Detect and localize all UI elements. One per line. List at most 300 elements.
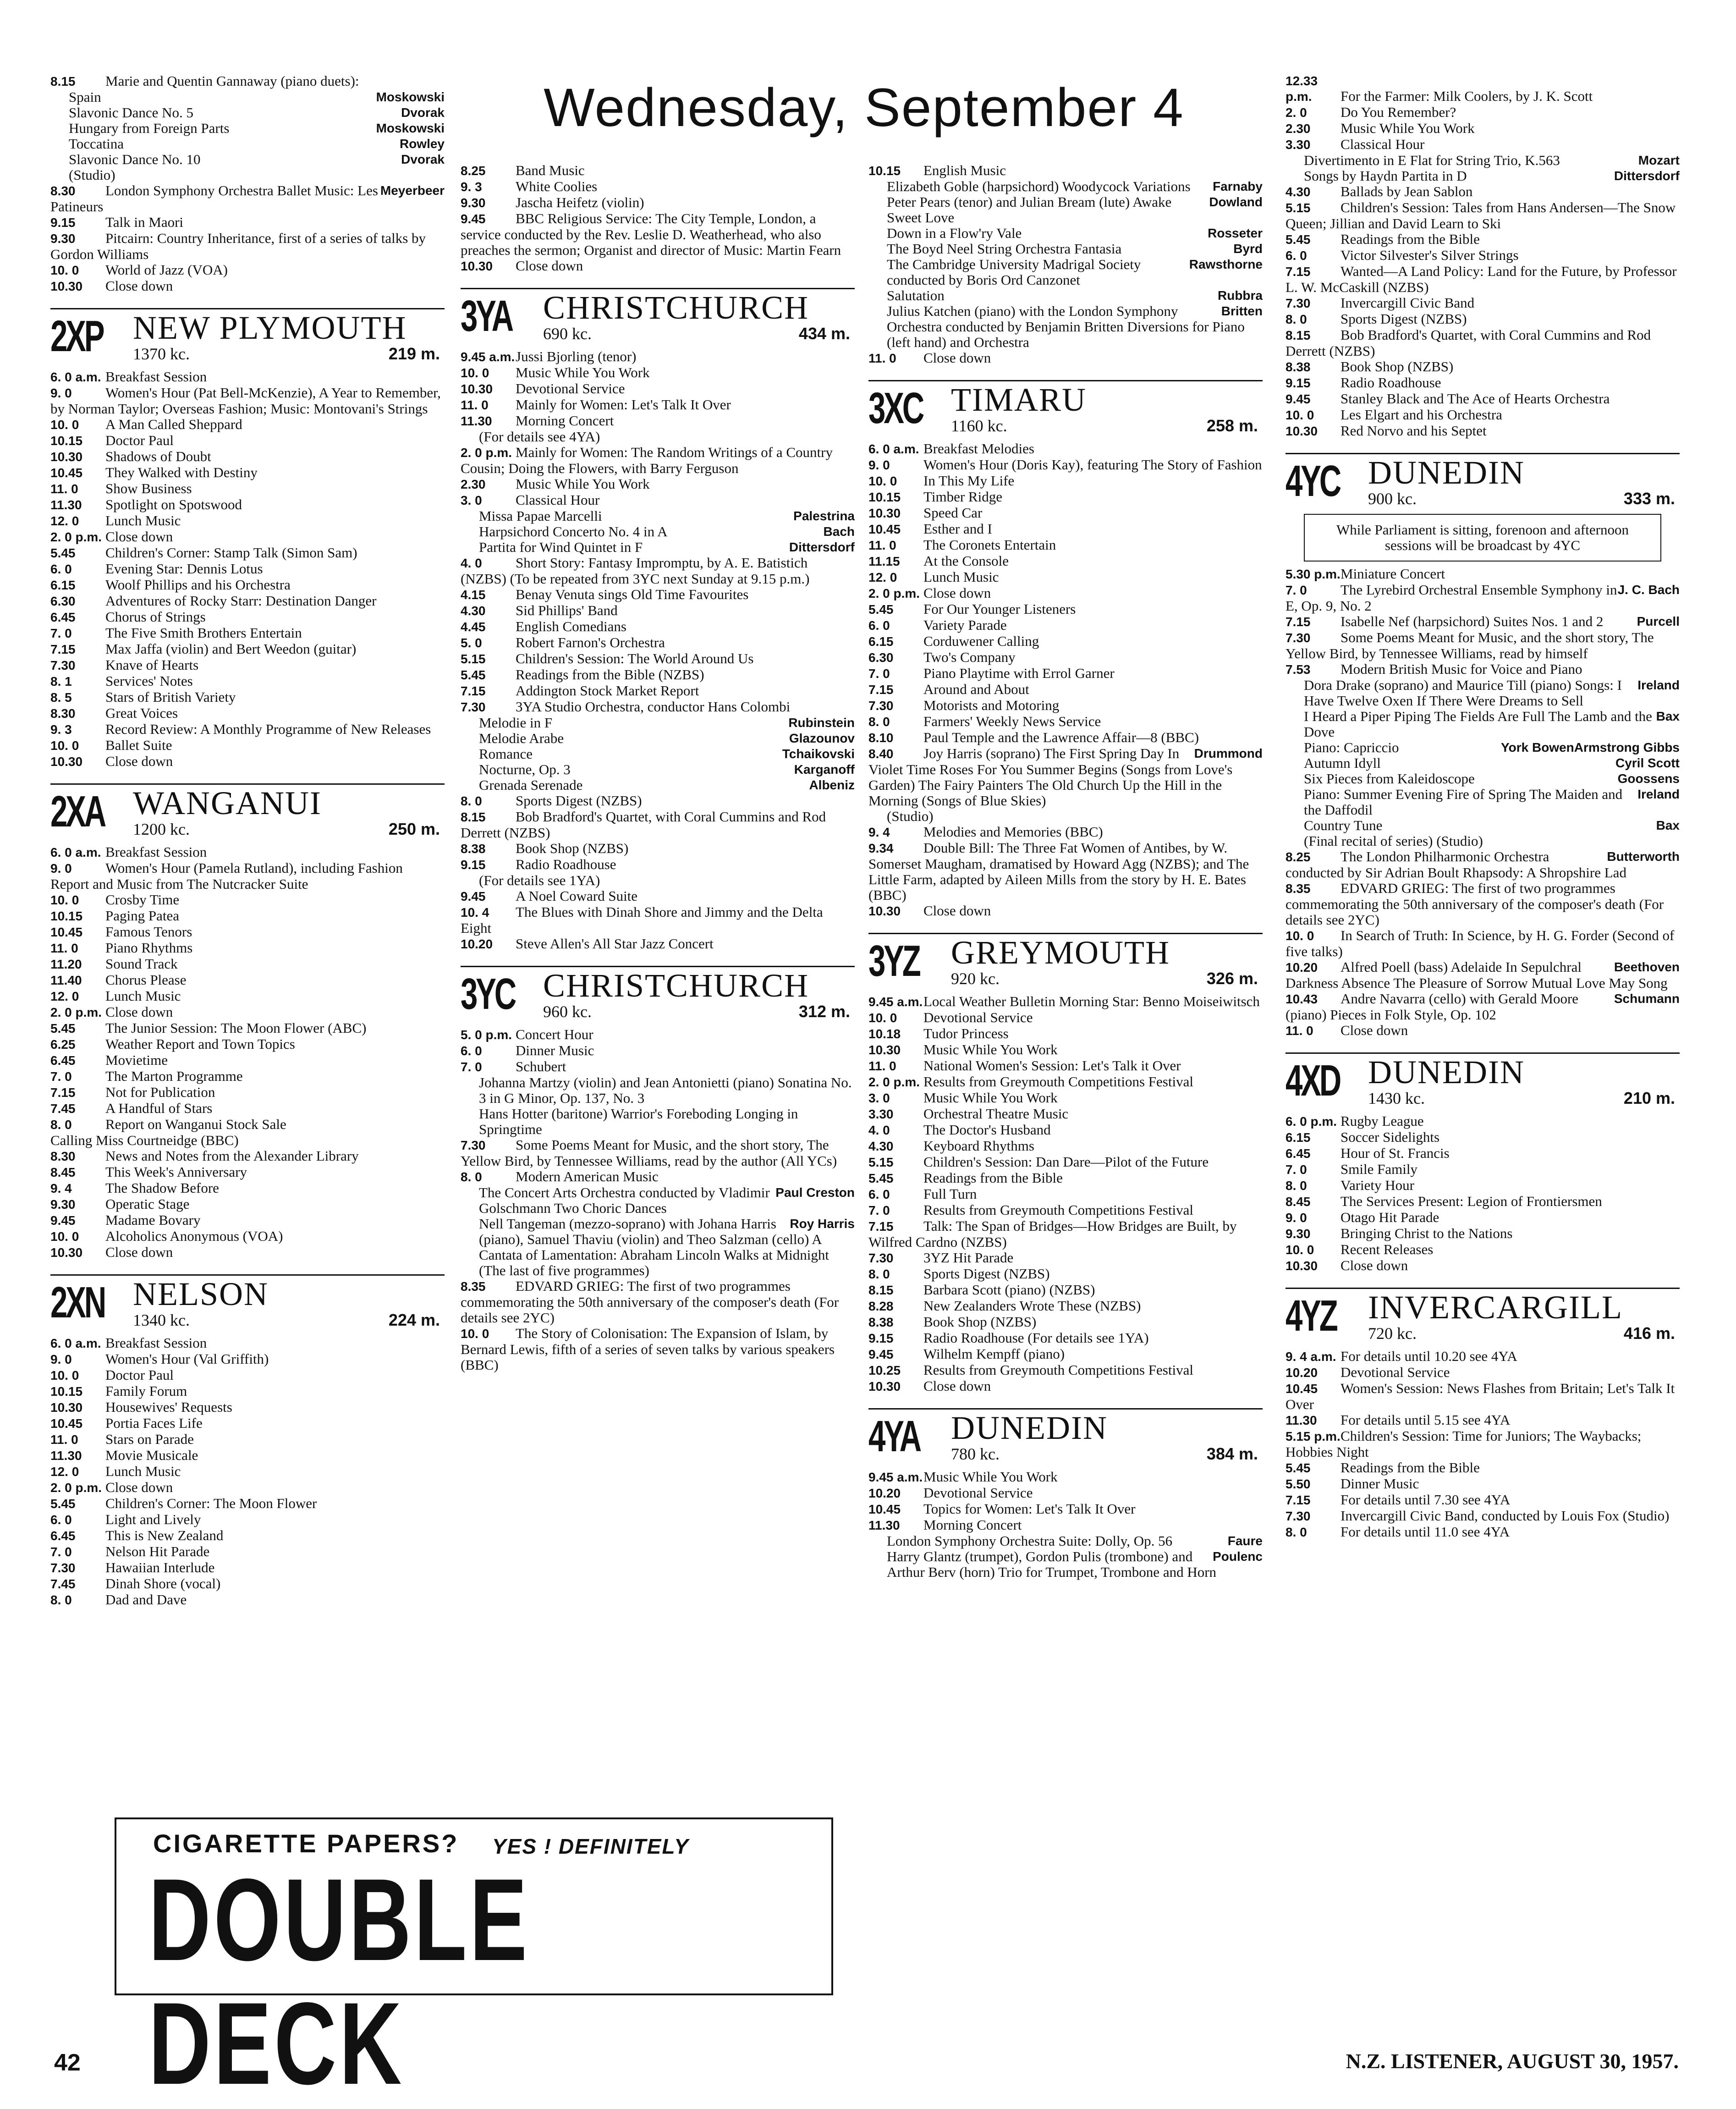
station-frequency: 1200 kc. [133, 820, 190, 838]
programme-item [461, 746, 855, 762]
programme-time: 9.45 a.m. [461, 350, 515, 364]
programme-time: 6.45 [50, 1529, 76, 1543]
programme-item [1286, 1162, 1680, 1178]
programme-time: 10. 0 [1286, 1243, 1314, 1257]
programme-title: Full Turn [923, 1186, 977, 1202]
programme-title: In Search of Truth: In Science, by H. G. Forder (Second of five talks) [1286, 927, 1675, 959]
programme-item [1286, 1508, 1680, 1524]
programme-time: 8. 0 [50, 1118, 72, 1132]
programme-item [461, 1027, 855, 1043]
programme-time: 9. 3 [461, 180, 482, 194]
programme-time: 8.40 [868, 747, 894, 761]
programme-item [461, 349, 855, 365]
programme-title: Paul Temple and the Lawrence Affair—8 (BBC) [923, 729, 1199, 745]
programme-title: (Studio) [887, 808, 934, 824]
programme-time: 6. 0 [50, 562, 72, 576]
programme-time: 9. 4 [50, 1181, 72, 1195]
composer: Bach [823, 524, 855, 539]
programme-item [50, 231, 445, 262]
programme-title: Close down [1340, 1257, 1408, 1273]
programme-title: Children's Corner: The Moon Flower [105, 1495, 317, 1511]
station-call-sign: 4XD [1286, 1056, 1340, 1105]
station-call-sign: 4YC [1286, 457, 1340, 506]
programme-time: 5. 0 [461, 636, 482, 650]
programme-time: 7. 0 [50, 1069, 72, 1084]
programme-time: 8.15 [868, 1283, 894, 1297]
programme-item [50, 497, 445, 513]
programme-item [461, 1263, 855, 1278]
programme-title: Classical Hour [516, 492, 600, 508]
station-frequency: 690 kc. [543, 325, 592, 343]
programme-title: Close down [105, 278, 173, 294]
programme-time: 8.38 [1286, 360, 1311, 374]
programme-title: Esther and I [923, 521, 992, 537]
programme-time: 2. 0 p.m. [50, 1481, 102, 1495]
programme-time: 5.45 [868, 602, 894, 617]
programme-title: (The last of five programmes) [479, 1262, 649, 1278]
programme-time: 6. 0 p.m. [1286, 1114, 1337, 1129]
programme-item [868, 1517, 1263, 1533]
programme-time: 10.45 [868, 1502, 901, 1516]
programme-item [1286, 1226, 1680, 1242]
programme-title: The London Philharmonic Orchestra conducted by Sir Adrian Boult Rhapsody: A Shropshire Lad [1286, 848, 1626, 881]
programme-title: Lunch Music [105, 512, 181, 529]
programme-item [868, 1549, 1263, 1580]
ad-brand: DOUBLE DECK [148, 1855, 530, 2109]
programme-item [461, 1137, 855, 1169]
programme-time: 8.30 [50, 1149, 76, 1163]
programme-time: 10.30 [50, 279, 83, 293]
programme-item [50, 215, 445, 231]
station-call-sign: 4YA [868, 1412, 920, 1461]
programme-time: 10.20 [1286, 1366, 1318, 1380]
programme-title: Morning Concert [516, 413, 614, 429]
programme-time: 12. 0 [868, 570, 897, 584]
programme-item [461, 809, 855, 841]
programme-title: Dinner Music [516, 1042, 594, 1058]
programme-item [50, 465, 445, 481]
programme-time: 9.30 [461, 196, 486, 210]
programme-item [1286, 582, 1680, 614]
programme-item [50, 1415, 445, 1432]
programme-item [1286, 375, 1680, 391]
programme-item [461, 163, 855, 179]
programme-title: Madame Bovary [105, 1212, 201, 1228]
programme-item [461, 603, 855, 619]
programme-item [50, 1335, 445, 1351]
programme-title: Devotional Service [923, 1009, 1033, 1025]
programme-title: Nocturne, Op. 3 [479, 761, 571, 777]
programme-item [1286, 311, 1680, 327]
programme-time: 10. 0 [1286, 929, 1314, 943]
programme-item [868, 163, 1263, 179]
programme-item [461, 793, 855, 809]
programme-item [868, 288, 1263, 303]
programme-title: Six Pieces from Kaleidoscope [1304, 771, 1475, 787]
programme-item [868, 1186, 1263, 1202]
programme-title: Knave of Hearts [105, 657, 199, 673]
programme-title: Breakfast Session [105, 1335, 207, 1351]
programme-title: Down in a Flow'ry Vale [887, 225, 1022, 241]
programme-item [1286, 359, 1680, 375]
programme-title: Divertimento in E Flat for String Trio, K.563 [1304, 152, 1560, 168]
programme-time: 10.45 [50, 466, 83, 480]
station-city: GREYMOUTH [951, 934, 1170, 971]
programme-title: Music While You Work [516, 364, 650, 380]
composer: J. C. Bach [1617, 583, 1680, 597]
programme-title: Barbara Scott (piano) (NZBS) [923, 1282, 1095, 1298]
composer: Rubinstein [788, 716, 855, 730]
programme-item [461, 397, 855, 413]
station-wavelength: 384 m. [1206, 1444, 1258, 1463]
programme-item [50, 1383, 445, 1399]
station-frequency: 780 kc. [951, 1445, 1000, 1463]
programme-time: 10. 0 [50, 418, 79, 432]
programme-title: The Concert Arts Orchestra conducted by Vladimir Golschmann Two Choric Dances [479, 1184, 770, 1216]
programme-title: Otago Hit Parade [1340, 1209, 1439, 1225]
programme-title: Hans Hotter (baritone) Warrior's Foreboding Longing in Springtime [479, 1106, 798, 1137]
station-frequency: 1340 kc. [133, 1311, 190, 1329]
programme-time: 9.30 [50, 1197, 76, 1211]
programme-item [1286, 991, 1680, 1023]
programme-item [50, 545, 445, 561]
programme-title: Dora Drake (soprano) and Maurice Till (piano) Songs: I Have Twelve Oxen If There Were Dreams to Sell [1304, 677, 1622, 709]
programme-time: 11.20 [50, 957, 82, 971]
programme-title: Julius Katchen (piano) with the London Symphony Orchestra conducted by Benjamin Britten Diversions for Piano (left hand) and Orchestra [887, 303, 1245, 350]
programme-item [868, 994, 1263, 1010]
programme-title: Grenada Serenade [479, 777, 583, 793]
programme-title: Piano: Capriccio [1304, 739, 1399, 755]
programme-title: Crosby Time [105, 892, 180, 908]
composer: Tchaikovski [782, 747, 855, 761]
programme-title: Toccatina [69, 136, 124, 152]
programme-time: 8. 0 [461, 794, 482, 808]
programme-item [50, 1480, 445, 1496]
programme-item [461, 508, 855, 524]
programme-item [868, 1330, 1263, 1346]
programme-item [50, 577, 445, 593]
programme-time: 10.30 [461, 259, 493, 273]
programme-title: Romance [479, 746, 533, 762]
programme-title: Radio Roadhouse [516, 856, 616, 872]
programme-item [50, 988, 445, 1004]
programme-title: Movie Musicale [105, 1447, 198, 1463]
programme-time: 4.15 [461, 588, 486, 602]
programme-time: 7. 0 [461, 1060, 482, 1074]
programme-title: Sports Digest (NZBS) [1340, 311, 1467, 327]
programme-title: Addington Stock Market Report [516, 683, 699, 699]
programme-time: 7. 0 [50, 1545, 72, 1559]
column-3 [868, 163, 1263, 1580]
programme-title: 3YA Studio Orchestra, conductor Hans Colombi [516, 699, 791, 715]
composer: Dittersdorf [1614, 169, 1680, 183]
composer: Cyril Scott [1615, 756, 1680, 770]
programme-item [1286, 1428, 1680, 1460]
programme-item [868, 903, 1263, 919]
programme-item [50, 1148, 445, 1164]
programme-title: Close down [923, 350, 991, 366]
programme-item [50, 1496, 445, 1512]
programme-item [461, 731, 855, 746]
composer: Bax [1656, 818, 1680, 832]
programme-title: Alcoholics Anonymous (VOA) [105, 1228, 283, 1244]
programme-time: 11. 0 [461, 398, 489, 412]
programme-item [50, 183, 445, 215]
composer: Armstrong Gibbs [1574, 740, 1680, 754]
programme-item [868, 1469, 1263, 1485]
programme-item [1286, 105, 1680, 121]
programme-time: 7.15 [461, 684, 486, 698]
programme-item [1286, 959, 1680, 991]
programme-item [1286, 818, 1680, 833]
page-headline: Wednesday, September 4 [544, 77, 1184, 138]
station-header [50, 1274, 445, 1331]
programme-item [868, 617, 1263, 633]
station-wavelength: 416 m. [1623, 1324, 1675, 1343]
programme-title: Women's Hour (Pat Bell-McKenzie), A Year to Remember, by Norman Taylor; Overseas Fashion; Music: Montovani's Strings [50, 385, 441, 417]
programme-time: 10. 0 [50, 893, 79, 907]
programme-time: 6. 0 a.m. [50, 1336, 101, 1350]
programme-item [868, 1058, 1263, 1074]
composer: Goossens [1617, 771, 1680, 786]
programme-item [868, 746, 1263, 809]
programme-title: Elizabeth Goble (harpsichord) Woodycock Variations [887, 178, 1191, 194]
programme-item [461, 1169, 855, 1185]
programme-item [1286, 1023, 1680, 1039]
programme-time: 10. 0 [868, 474, 897, 488]
programme-item [50, 705, 445, 721]
programme-item [50, 625, 445, 641]
programme-title: Harpsichord Concerto No. 4 in A [479, 523, 668, 540]
programme-title: Johanna Martzy (violin) and Jean Antonietti (piano) Sonatina No. 3 in G Minor, Op. 137, No. 3 [479, 1074, 852, 1106]
programme-title: Close down [1340, 1022, 1408, 1038]
programme-title: Book Shop (NZBS) [923, 1314, 1037, 1330]
composer: Beethoven [1614, 960, 1680, 974]
programme-title: The Shadow Before [105, 1180, 219, 1196]
programme-time: 8.15 [50, 74, 76, 88]
composer: Ireland [1637, 787, 1680, 801]
programme-time: 10.15 [868, 490, 901, 504]
programme-time: 9.15 [1286, 376, 1311, 390]
programme-title: EDVARD GRIEG: The first of two programmes commemorating the 50th anniversary of the composer's death (For details see 2YC) [1286, 880, 1664, 928]
programme-item [1286, 121, 1680, 137]
programme-title: The Story of Colonisation: The Expansion of Islam, by Bernard Lewis, fifth of a series of seven talks by various speakers (BBC) [461, 1325, 835, 1373]
programme-time: 4.30 [868, 1139, 894, 1153]
programme-title: For details until 10.20 see 4YA [1340, 1348, 1517, 1364]
programme-item [50, 1196, 445, 1212]
programme-title: Devotional Service [923, 1485, 1033, 1501]
programme-item [461, 195, 855, 211]
programme-time: 8.15 [1286, 328, 1311, 342]
programme-time: 11. 0 [50, 482, 78, 496]
programme-time: 9.15 [50, 215, 76, 230]
programme-title: Paging Patea [105, 908, 179, 924]
programme-title: Pitcairn: Country Inheritance, first of a series of talks by Gordon Williams [50, 230, 426, 262]
programme-time: 7.53 [1286, 662, 1311, 677]
programme-item [50, 167, 445, 183]
programme-time: 5.45 [50, 1021, 76, 1035]
programme-title: Mainly for Women: The Random Writings of a Country Cousin; Doing the Flowers, with Barry Ferguson [461, 444, 833, 476]
programme-time: 5.50 [1286, 1477, 1311, 1491]
programme-item [1286, 1349, 1680, 1365]
programme-time: 10. 4 [461, 905, 489, 920]
station-call-sign: 3YA [461, 292, 512, 341]
programme-item [1286, 1178, 1680, 1194]
programme-item [868, 1026, 1263, 1042]
station-header [461, 966, 855, 1022]
programme-time: 9.45 a.m. [868, 995, 923, 1009]
programme-item [50, 1228, 445, 1244]
programme-item [461, 667, 855, 683]
programme-title: Close down [105, 1479, 173, 1495]
programme-title: Readings from the Bible [923, 1170, 1063, 1186]
programme-item [50, 956, 445, 972]
programme-time: 9. 0 [868, 458, 890, 472]
programme-item [50, 641, 445, 657]
programme-time: 11.40 [50, 973, 82, 987]
programme-time: 5.45 [50, 1497, 76, 1511]
programme-title: White Coolies [516, 178, 598, 194]
programme-time: 7.30 [50, 658, 76, 672]
programme-time: 7.15 [1286, 615, 1311, 629]
programme-item [50, 1180, 445, 1196]
programme-item [868, 489, 1263, 505]
programme-time: 11.30 [1286, 1413, 1317, 1427]
station-city: CHRISTCHURCH [543, 967, 809, 1004]
programme-time: 6.45 [1286, 1146, 1311, 1161]
programme-time: 8. 0 [461, 1170, 482, 1184]
programme-item [868, 553, 1263, 569]
programme-time: 9.34 [868, 841, 894, 855]
programme-item [50, 417, 445, 433]
programme-title: Chorus Please [105, 972, 187, 988]
programme-item [461, 762, 855, 777]
programme-time: 8.10 [868, 731, 894, 745]
programme-title: Modern American Music [516, 1168, 659, 1184]
programme-item [50, 1351, 445, 1367]
programme-time: 2. 0 p.m. [868, 586, 920, 600]
programme-item [868, 1090, 1263, 1106]
programme-item [1286, 1524, 1680, 1540]
programme-title: Harry Glantz (trumpet), Gordon Pulis (trombone) and Arthur Berv (horn) Trio for Trumpet, Trombone and Horn [887, 1548, 1217, 1580]
column-1 [50, 73, 445, 1608]
programme-title: Tudor Princess [923, 1025, 1009, 1041]
station-header [1286, 1288, 1680, 1344]
programme-time: 10.43 [1286, 992, 1318, 1006]
programme-time: 7.45 [50, 1577, 76, 1591]
programme-item [461, 936, 855, 952]
programme-item [461, 540, 855, 555]
station-city: NELSON [133, 1276, 269, 1312]
programme-title: Some Poems Meant for Music, and the short story, The Yellow Bird, by Tennessee Williams, read by himself [1286, 629, 1654, 661]
programme-item [1286, 184, 1680, 200]
programme-title: Variety Hour [1340, 1177, 1414, 1193]
programme-item [50, 1512, 445, 1528]
programme-title: Talk in Maori [105, 214, 184, 230]
programme-item [50, 721, 445, 738]
programme-item [50, 609, 445, 625]
programme-time: 10.45 [1286, 1382, 1318, 1396]
programme-time: 11.30 [868, 1518, 900, 1532]
programme-title: Local Weather Bulletin Morning Star: Benno Moiseiwitsch [923, 993, 1260, 1009]
programme-item [50, 860, 445, 892]
station-wavelength: 224 m. [388, 1311, 440, 1329]
programme-item [461, 635, 855, 651]
programme-item [50, 1101, 445, 1117]
station-city: DUNEDIN [1368, 1054, 1525, 1090]
programme-title: Sports Digest (NZBS) [516, 793, 642, 809]
programme-title: Great Voices [105, 705, 178, 721]
programme-title: Chorus of Strings [105, 609, 206, 625]
station-header [1286, 1052, 1680, 1109]
programme-title: (For details see 1YA) [479, 872, 600, 888]
programme-time: 5.45 [1286, 232, 1311, 247]
programme-title: Results from Greymouth Competitions Festival [923, 1074, 1193, 1090]
programme-time: 6.30 [50, 594, 76, 608]
station-header [50, 783, 445, 840]
programme-title: A Noel Coward Suite [516, 888, 638, 904]
programme-time: 2. 0 p.m. [461, 446, 512, 460]
programme-item [1286, 1210, 1680, 1226]
programme-title: Evening Star: Dennis Lotus [105, 561, 263, 577]
programme-time: 9.45 [461, 212, 486, 226]
programme-time: 8.35 [461, 1279, 486, 1294]
programme-title: Band Music [516, 162, 585, 178]
programme-title: Report on Wanganui Stock Sale [105, 1116, 286, 1132]
station-call-sign: 4YZ [1286, 1291, 1336, 1340]
programme-time: 11. 0 [1286, 1024, 1313, 1038]
programme-time: 6. 0 a.m. [50, 370, 101, 384]
programme-item [868, 730, 1263, 746]
station-frequency: 960 kc. [543, 1002, 592, 1021]
programme-time: 8.25 [461, 164, 486, 178]
programme-item [868, 1298, 1263, 1314]
programme-time: 5. 0 p.m. [461, 1028, 512, 1042]
programme-title: Benay Venuta sings Old Time Favourites [516, 586, 749, 602]
programme-item [50, 1576, 445, 1592]
programme-item [461, 1216, 855, 1263]
programme-title: A Man Called Sheppard [105, 416, 242, 432]
programme-title: Piano: Summer Evening Fire of Spring The Maiden and the Daffodil [1304, 786, 1623, 818]
programme-title: Devotional Service [516, 380, 625, 396]
station-wavelength: 326 m. [1206, 969, 1258, 988]
programme-title: Children's Corner: Stamp Talk (Simon Sam) [105, 545, 357, 561]
programme-time: 8.25 [1286, 850, 1311, 864]
programme-title: Spain [69, 89, 101, 105]
programme-title: Songs by Haydn Partita in D [1304, 168, 1467, 184]
programme-time: 11.30 [50, 498, 82, 512]
programme-item [461, 429, 855, 445]
programme-title: Sound Track [105, 956, 178, 972]
programme-item [50, 924, 445, 940]
programme-title: Light and Lively [105, 1511, 201, 1527]
programme-time: 12. 0 [50, 514, 79, 528]
station-call-sign: 2XN [50, 1278, 105, 1327]
programme-title: Nelson Hit Parade [105, 1543, 210, 1559]
programme-time: 7.30 [461, 700, 486, 714]
programme-title: Recent Releases [1340, 1241, 1434, 1257]
programme-item [50, 844, 445, 860]
programme-time: 9.45 [461, 889, 486, 903]
programme-time: 5.30 p.m. [1286, 567, 1340, 581]
programme-time: 9. 0 [50, 861, 72, 876]
programme-title: Portia Faces Life [105, 1415, 203, 1431]
programme-title: Schubert [516, 1058, 566, 1074]
programme-item [868, 824, 1263, 840]
programme-item [868, 350, 1263, 366]
programme-item [1286, 881, 1680, 928]
composer: Rubbra [1218, 288, 1263, 303]
